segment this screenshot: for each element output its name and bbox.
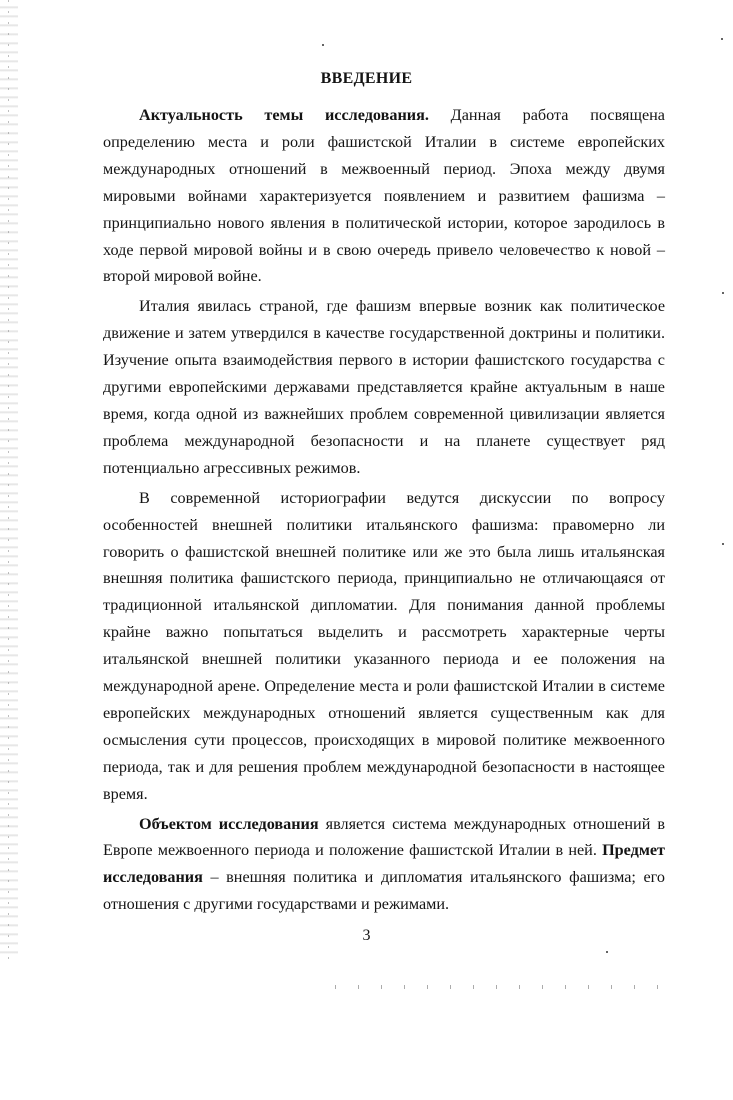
section-title: ВВЕДЕНИЕ bbox=[320, 70, 413, 87]
scan-edge-artifact bbox=[0, 0, 18, 960]
paragraph-italy bbox=[103, 293, 665, 481]
paragraph-text: является система международных отношений в Европе межвоенного периода и положение фашистской Италии в ней. bbox=[103, 814, 666, 860]
body-text bbox=[103, 102, 665, 921]
paragraph-object-subject bbox=[103, 811, 665, 919]
paragraph-text-2: – внешняя политика и дипломатия итальянского фашизма; его отношения с другими государствами и режимами. bbox=[103, 868, 665, 914]
scan-speck bbox=[322, 749, 324, 751]
scan-speck bbox=[722, 543, 724, 545]
paragraph-relevance bbox=[103, 102, 665, 290]
scan-speck bbox=[606, 951, 608, 953]
scan-speck bbox=[322, 44, 324, 46]
paragraph-lead: Актуальность темы исследования. bbox=[139, 106, 429, 124]
scan-speck bbox=[722, 292, 724, 294]
page-number: 3 bbox=[362, 927, 371, 944]
paragraph-text: Италия явилась страной, где фашизм впервые возник как политическое движение и затем утвердился в качестве государственной доктрины и политики. Изучение опыта взаимодействия первого в истории фашистского государства с другими европейскими державами представляется крайне актуальным в наше время, когда одной из важнейших проблем современной цивилизации является проблема международной безопасности и на планете существует ряд потенциально агрессивных режимов. bbox=[103, 297, 665, 477]
paragraph-lead-2: Предмет исследования bbox=[103, 841, 665, 887]
scan-speck bbox=[721, 38, 723, 40]
paragraph-text: Данная работа посвящена определению места и роли фашистской Италии в системе европейских международных отношений в межвоенный период. Эпоха между двумя мировыми войнами характеризуется появлением и развитием фашизма – принципиально нового явления в политической истории, которое зародилось в ходе первой мировой войны и в свою очередь привело человечество к новой – второй мировой войне. bbox=[103, 106, 665, 286]
paragraph-historiography bbox=[103, 485, 665, 808]
paragraph-text: В современной историографии ведутся дискуссии по вопросу особенностей внешней политики итальянского фашизма: правомерно ли говорить о фашистской внешней политике или же это была лишь итальянская внешняя политика фашистского периода, принципиально не отличающаяся от традиционной итальянской дипломатии. Для понимания данной проблемы крайне важно попытаться выделить и рассмотреть характерные черты итальянской внешней политики указанного периода и ее положения на международной арене. Определение места и роли фашистской Италии в системе европейских международных отношений является существенным как для осмысления сути процессов, происходящих в мировой политике межвоенного периода, так и для решения проблем международной безопасности в настоящее время. bbox=[103, 488, 665, 803]
paragraph-lead: Объектом исследования bbox=[139, 814, 319, 833]
scan-dot-row bbox=[335, 985, 675, 989]
